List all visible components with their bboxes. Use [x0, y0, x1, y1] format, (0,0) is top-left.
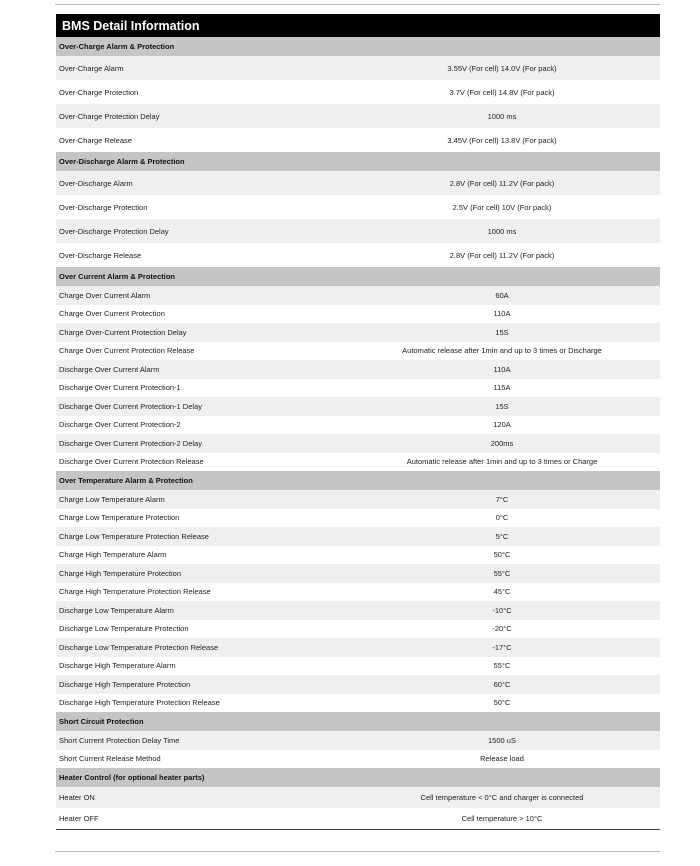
row-value: -10°C [492, 605, 512, 615]
row-label: Charge High Temperature Protection Release [59, 587, 211, 597]
row-label: Discharge High Temperature Alarm [59, 661, 176, 671]
table-row [56, 601, 660, 620]
row-value: 115A [493, 383, 511, 393]
top-rule [55, 4, 660, 5]
table-row [56, 750, 660, 769]
table-row [56, 379, 660, 398]
table-row [56, 323, 660, 342]
row-label: Over-Discharge Protection Delay [59, 226, 169, 236]
table-row [56, 80, 660, 104]
table-row [56, 787, 660, 808]
row-value: 5°C [495, 531, 509, 541]
row-value: 55°C [493, 661, 511, 671]
row-value: 60°C [493, 679, 511, 689]
row-label: Charge Low Temperature Protection Release [59, 531, 209, 541]
table-row [56, 527, 660, 546]
table-row [56, 128, 660, 152]
row-label: Charge Over-Current Protection Delay [59, 327, 187, 337]
table-row [56, 104, 660, 128]
table-row [56, 219, 660, 243]
row-value: Automatic release after 1min and up to 3 times or Charge [406, 457, 598, 467]
section-header-over-charge: Over-Charge Alarm & Protection [56, 37, 660, 56]
table-row [56, 546, 660, 565]
table-row [56, 675, 660, 694]
row-label: Discharge Over Current Protection-2 Delay [59, 438, 202, 448]
row-value: 1500 uS [488, 735, 516, 745]
row-value: 3.45V (For cell) 13.8V (For pack) [447, 135, 557, 145]
row-label: Charge Over Current Protection Release [59, 346, 195, 356]
bottom-rule [55, 851, 660, 852]
row-label: Heater ON [59, 793, 95, 802]
row-label: Short Current Release Method [59, 754, 161, 764]
table-row [56, 453, 660, 472]
row-value: Cell temperature > 10°C [461, 814, 543, 823]
row-label: Discharge Over Current Protection-1 [59, 383, 181, 393]
row-label: Heater OFF [59, 814, 99, 823]
row-label: Charge High Temperature Alarm [59, 550, 167, 560]
row-value: 110A [493, 364, 511, 374]
table-row [56, 342, 660, 361]
row-value: 120A [493, 420, 511, 430]
row-label: Discharge High Temperature Protection [59, 679, 191, 689]
row-value: 15S [495, 401, 509, 411]
row-label: Over-Discharge Release [59, 250, 142, 260]
table-end-rule [56, 829, 660, 830]
row-label: Discharge Over Current Alarm [59, 364, 160, 374]
section-header-over-temperature: Over Temperature Alarm & Protection [56, 471, 660, 490]
table-row [56, 397, 660, 416]
row-label: Discharge Over Current Protection Release [59, 457, 204, 467]
table-row [56, 620, 660, 639]
row-value: 50°C [493, 550, 511, 560]
table-row [56, 694, 660, 713]
row-label: Charge Low Temperature Protection [59, 513, 180, 523]
row-value: 1000 ms [487, 226, 517, 236]
row-value: 15S [495, 327, 509, 337]
row-label: Charge Low Temperature Alarm [59, 494, 165, 504]
row-label: Discharge Low Temperature Protection [59, 624, 189, 634]
table-row [56, 243, 660, 267]
row-value: 55°C [493, 568, 511, 578]
row-label: Over-Discharge Protection [59, 202, 148, 212]
table-row [56, 509, 660, 528]
table-row [56, 56, 660, 80]
row-label: Over-Charge Release [59, 135, 132, 145]
row-value: 2.5V (For cell) 10V (For pack) [452, 202, 552, 212]
row-label: Charge Over Current Protection [59, 309, 165, 319]
row-label: Charge Over Current Alarm [59, 290, 151, 300]
row-label: Discharge Low Temperature Protection Release [59, 642, 219, 652]
row-value: -20°C [492, 624, 512, 634]
table-row [56, 195, 660, 219]
row-value: Release load [480, 754, 524, 764]
row-value: -17°C [492, 642, 512, 652]
table-title: BMS Detail Information [56, 14, 660, 37]
row-value: 60A [495, 290, 509, 300]
row-label: Over-Charge Alarm [59, 63, 124, 73]
bms-detail-table [56, 14, 660, 830]
row-label: Short Current Protection Delay Time [59, 735, 180, 745]
section-header-over-current: Over Current Alarm & Protection [56, 267, 660, 286]
table-row [56, 286, 660, 305]
table-row [56, 360, 660, 379]
table-row [56, 657, 660, 676]
row-label: Charge High Temperature Protection [59, 568, 182, 578]
row-label: Discharge High Temperature Protection Release [59, 698, 220, 708]
table-row [56, 490, 660, 509]
row-label: Discharge Low Temperature Alarm [59, 605, 174, 615]
section-header-heater-control: Heater Control (for optional heater parts) [56, 768, 660, 787]
row-value: 200ms [490, 438, 514, 448]
table-row [56, 171, 660, 195]
row-value: 0°C [495, 513, 509, 523]
row-label: Discharge Over Current Protection-1 Delay [59, 401, 202, 411]
row-label: Over-Charge Protection Delay [59, 111, 160, 121]
table-row [56, 808, 660, 829]
row-value: 1000 ms [487, 111, 517, 121]
table-row [56, 731, 660, 750]
table-row [56, 416, 660, 435]
row-value: Automatic release after 1min and up to 3 times or Discharge [402, 346, 602, 356]
table-row [56, 305, 660, 324]
row-value: 7°C [495, 494, 509, 504]
row-value: 2.8V (For cell) 11.2V (For pack) [449, 178, 555, 188]
row-value: 3.7V (For cell) 14.8V (For pack) [449, 87, 555, 97]
row-value: 50°C [493, 698, 511, 708]
table-row [56, 564, 660, 583]
section-header-short-circuit: Short Circuit Protection [56, 712, 660, 731]
row-value: 2.8V (For cell) 11.2V (For pack) [449, 250, 555, 260]
row-value: 45°C [493, 587, 511, 597]
table-row [56, 434, 660, 453]
row-value: 3.55V (For cell) 14.0V (For pack) [447, 63, 557, 73]
table-row [56, 638, 660, 657]
row-value: Cell temperature < 0°C and charger is connected [420, 793, 584, 802]
table-row [56, 583, 660, 602]
row-value: 110A [493, 309, 511, 319]
row-label: Over-Discharge Alarm [59, 178, 133, 188]
row-label: Over-Charge Protection [59, 87, 139, 97]
row-label: Discharge Over Current Protection-2 [59, 420, 181, 430]
section-header-over-discharge: Over-Discharge Alarm & Protection [56, 152, 660, 171]
